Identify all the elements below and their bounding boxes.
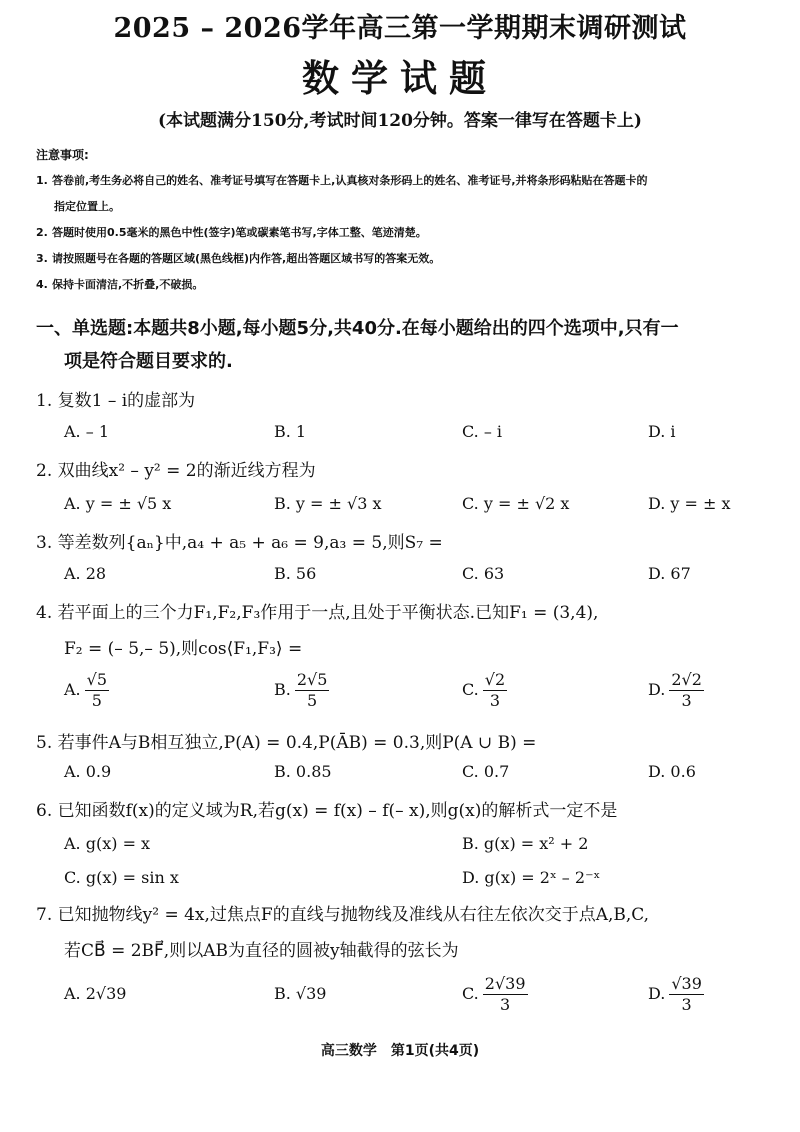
question-options — [64, 974, 764, 1022]
option-a[interactable]: A. g(x) = x — [64, 834, 151, 853]
question-stem-cont: F₂ = (– 5,– 5),则cos⟨F₁,F₃⟩ = — [64, 639, 303, 659]
question-stem: 7. 已知抛物线y² = 4x,过焦点F的直线与抛物线及准线从右往左依次交于点A,B,C, — [36, 905, 650, 925]
option-d[interactable]: D. y = ± x — [648, 494, 731, 513]
option-c[interactable]: C. $\frac{2√39}{3}$ — [462, 974, 526, 1014]
question-options — [64, 494, 764, 524]
option-a[interactable]: A. 2√39 — [64, 984, 127, 1003]
option-b[interactable]: B. g(x) = x² + 2 — [462, 834, 589, 853]
option-b[interactable]: B. y = ± √3 x — [274, 494, 382, 513]
section-heading: 一、单选题:本题共8小题,每小题5分,共40分.在每小题给出的四个选项中,只有一 项是符合题目要求的. — [36, 318, 679, 372]
question-stem: 4. 若平面上的三个力F₁,F₂,F₃作用于一点,且处于平衡状态.已知F₁ = (3,4), — [36, 603, 599, 623]
option-a[interactable]: A. y = ± √5 x — [64, 494, 172, 513]
option-a[interactable]: A. – 1 — [64, 422, 109, 441]
notice-item: 1. 答卷前,考生务必将自己的姓名、准考证号填写在答题卡上,认真核对条形码上的姓名、准考证号,并将条形码粘贴在答题卡的 指定位置上。 — [36, 174, 648, 213]
option-d[interactable]: D. g(x) = 2ˣ – 2⁻ˣ — [462, 868, 601, 887]
exam-subtitle: 数学试题 — [302, 56, 498, 100]
option-d[interactable]: D. 0.6 — [648, 762, 696, 781]
question-options — [64, 422, 764, 452]
option-c[interactable]: C. 63 — [462, 564, 505, 583]
question-options — [64, 834, 764, 864]
question-stem: 3. 等差数列{aₙ}中,a₄ + a₅ + a₆ = 9,a₃ = 5,则S₇ = — [36, 533, 443, 553]
option-d[interactable]: D. $\frac{2√2}{3}$ — [648, 670, 702, 710]
exam-title: 2025 – 2026学年高三第一学期期末调研测试 — [113, 13, 687, 44]
question-options — [64, 564, 764, 594]
option-d[interactable]: D. 67 — [648, 564, 691, 583]
score-note: (本试题满分150分,考试时间120分钟。答案一律写在答题卡上) — [158, 111, 642, 131]
option-b[interactable]: B. $\frac{2√5}{5}$ — [274, 670, 328, 710]
question-stem-cont: 若CB⃗ = 2BF⃗,则以AB为直径的圆被y轴截得的弦长为 — [64, 941, 459, 961]
option-a[interactable]: A. 28 — [64, 564, 107, 583]
notice-item: 2. 答题时使用0.5毫米的黑色中性(签字)笔或碳素笔书写,字体工整、笔迹清楚。 — [36, 226, 427, 239]
question-stem: 2. 双曲线x² – y² = 2的渐近线方程为 — [36, 461, 316, 481]
page-footer: 高三数学 第1页(共4页) — [320, 1043, 480, 1059]
option-d[interactable]: D. $\frac{√39}{3}$ — [648, 974, 702, 1014]
question-stem: 6. 已知函数f(x)的定义域为R,若g(x) = f(x) – f(– x),则g(x)的解析式一定不是 — [36, 801, 618, 821]
option-c[interactable]: C. – i — [462, 422, 503, 441]
option-b[interactable]: B. √39 — [274, 984, 327, 1003]
option-c[interactable]: C. y = ± √2 x — [462, 494, 570, 513]
option-c[interactable]: C. $\frac{√2}{3}$ — [462, 670, 506, 710]
option-c[interactable]: C. 0.7 — [462, 762, 510, 781]
question-stem: 5. 若事件A与B相互独立,P(A) = 0.4,P(ĀB) = 0.3,则P(A ∪ B) = — [36, 733, 537, 753]
option-b[interactable]: B. 0.85 — [274, 762, 332, 781]
option-b[interactable]: B. 1 — [274, 422, 307, 441]
notice-title: 注意事项: — [36, 148, 89, 162]
option-b[interactable]: B. 56 — [274, 564, 317, 583]
notice-item: 4. 保持卡面清洁,不折叠,不破损。 — [36, 278, 204, 291]
option-a[interactable]: A. 0.9 — [64, 762, 112, 781]
question-options — [64, 670, 764, 718]
question-options — [64, 762, 764, 792]
notice-item: 3. 请按照题号在各题的答题区域(黑色线框)内作答,超出答题区域书写的答案无效。 — [36, 252, 441, 265]
option-c[interactable]: C. g(x) = sin x — [64, 868, 179, 887]
option-d[interactable]: D. i — [648, 422, 676, 441]
question-options — [64, 868, 764, 898]
question-stem: 1. 复数1 – i的虚部为 — [36, 391, 196, 411]
option-a[interactable]: A. $\frac{√5}{5}$ — [64, 670, 108, 710]
